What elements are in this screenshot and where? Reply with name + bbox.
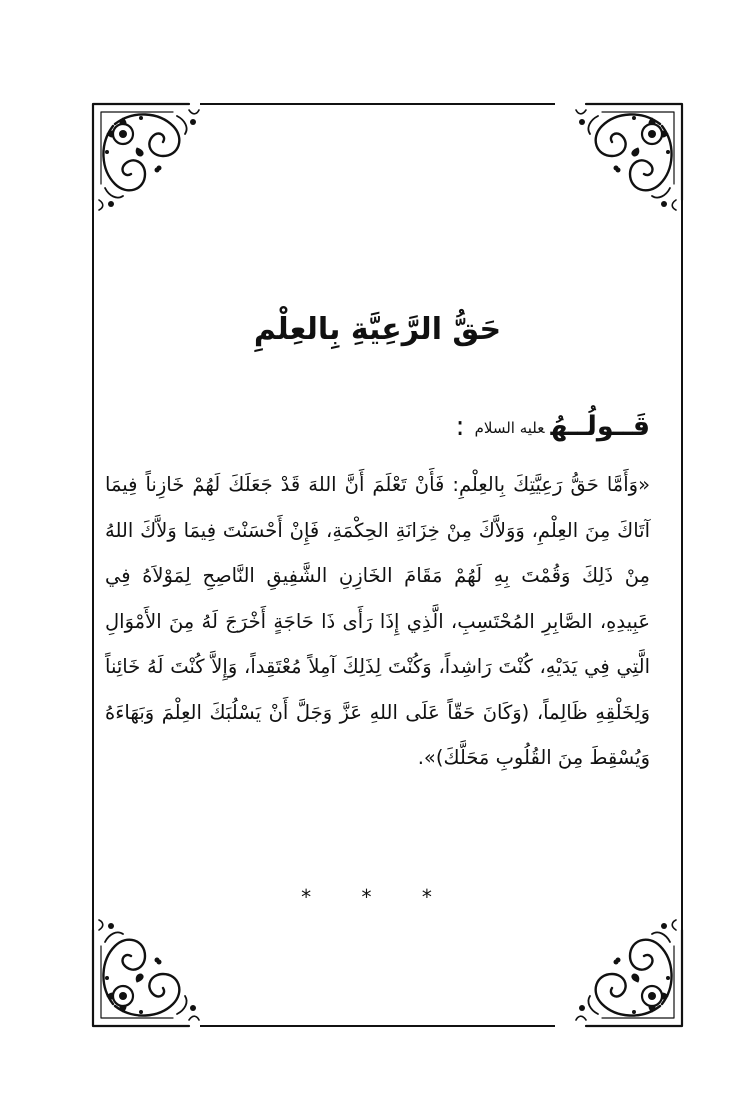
speaker-label: قَــولُــهُ [550, 411, 650, 442]
attribution-colon: : [455, 411, 465, 442]
section-separator: * * * [301, 885, 454, 909]
honorific-label: عليه السلام [474, 418, 545, 437]
page-title: حَقُّ الرَّعِيَّةِ بِالعِلْمِ [253, 312, 502, 347]
top-left-floral-corner-icon [93, 104, 199, 210]
bottom-right-floral-corner-icon [576, 920, 682, 1026]
attribution-line [105, 405, 650, 450]
body-paragraph: «وَأَمَّا حَقُّ رَعِيَّتِكَ بِالعِلْمِ: فَأَنْ تَعْلَمَ أَنَّ اللهَ قَدْ جَعَلَكَ لَهُمْ خَازِناً فِيمَا آتَاكَ مِنَ العِلْمِ، وَوَلاَّكَ مِنْ خِزَانَةِ الحِكْمَةِ، فَإِنْ أَحْسَنْتَ فِيمَا وَلاَّكَ اللهُ مِنْ ذَلِكَ وَقُمْتَ بِهِ لَهُمْ مَقَامَ الخَازِنِ الشَّفِيقِ النَّاصِحِ لِمَوْلاَهُ فِي عَبِيدِهِ، الصَّابِرِ المُحْتَسِبِ، الَّذِي إِذَا رَأَى ذَا حَاجَةٍ أَخْرَجَ لَهُ مِنَ الأَمْوَالِ الَّتِي فِي يَدَيْهِ، كُنْتَ رَاشِداً، وَكُنْتَ لِذَلِكَ آمِلاً مُعْتَقِداً، وَإِلاَّ كُنْتَ لَهُ خَائِناً وَلِخَلْقِهِ ظَالِماً، (وَكَانَ حَقّاً عَلَى اللهِ عَزَّ وَجَلَّ أَنْ يَسْلُبَكَ العِلْمَ وَبَهَاءَهُ وَيُسْقِطَ مِنَ القُلُوبِ مَحَلَّكَ)». [105, 473, 650, 769]
bottom-left-floral-corner-icon [93, 920, 199, 1026]
top-right-floral-corner-icon [576, 104, 682, 210]
